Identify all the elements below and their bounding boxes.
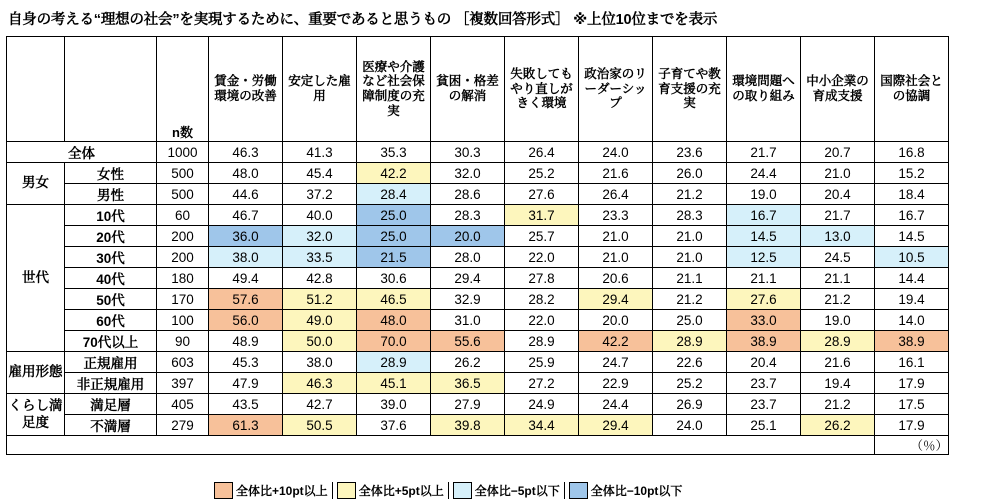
data-cell: 21.5 bbox=[357, 247, 431, 268]
data-cell: 22.9 bbox=[579, 373, 653, 394]
row-label: 男性 bbox=[65, 184, 157, 205]
data-cell: 30.6 bbox=[357, 268, 431, 289]
data-cell: 16.7 bbox=[875, 205, 949, 226]
data-cell: 16.1 bbox=[875, 352, 949, 373]
data-cell: 21.0 bbox=[801, 163, 875, 184]
data-cell: 31.0 bbox=[431, 310, 505, 331]
data-cell: 29.4 bbox=[579, 415, 653, 436]
data-cell: 25.2 bbox=[653, 373, 727, 394]
column-header: 失敗してもやり直しがきく環境 bbox=[505, 37, 579, 142]
data-cell: 34.4 bbox=[505, 415, 579, 436]
data-cell: 23.7 bbox=[727, 394, 801, 415]
data-cell: 28.9 bbox=[505, 331, 579, 352]
data-cell: 14.5 bbox=[727, 226, 801, 247]
data-cell: 36.5 bbox=[431, 373, 505, 394]
data-cell: 20.7 bbox=[801, 142, 875, 163]
data-cell: 38.0 bbox=[283, 352, 357, 373]
data-cell: 26.0 bbox=[653, 163, 727, 184]
legend-item bbox=[214, 482, 333, 499]
n-count-label: n数 bbox=[157, 37, 209, 142]
data-cell: 48.0 bbox=[209, 163, 283, 184]
legend-item bbox=[569, 482, 687, 499]
data-cell: 21.1 bbox=[653, 268, 727, 289]
legend-swatch bbox=[453, 482, 472, 499]
data-cell: 37.6 bbox=[357, 415, 431, 436]
data-cell: 48.9 bbox=[209, 331, 283, 352]
data-cell: 14.0 bbox=[875, 310, 949, 331]
data-cell: 24.9 bbox=[505, 394, 579, 415]
column-header: 賃金・労働環境の改善 bbox=[209, 37, 283, 142]
data-cell: 29.4 bbox=[431, 268, 505, 289]
data-cell: 25.9 bbox=[505, 352, 579, 373]
data-cell: 17.9 bbox=[875, 415, 949, 436]
data-cell: 61.3 bbox=[209, 415, 283, 436]
data-cell: 31.7 bbox=[505, 205, 579, 226]
data-cell: 40.0 bbox=[283, 205, 357, 226]
data-cell: 28.9 bbox=[653, 331, 727, 352]
data-cell: 27.6 bbox=[727, 289, 801, 310]
table-row bbox=[7, 394, 949, 415]
data-cell: 48.0 bbox=[357, 310, 431, 331]
data-cell: 21.0 bbox=[579, 226, 653, 247]
data-cell: 20.0 bbox=[579, 310, 653, 331]
group-label: くらし満足度 bbox=[7, 394, 65, 436]
legend-label: 全体比−10pt以下 bbox=[590, 484, 683, 498]
data-cell: 21.1 bbox=[801, 268, 875, 289]
data-cell: 21.2 bbox=[801, 394, 875, 415]
row-label: 70代以上 bbox=[65, 331, 157, 352]
data-cell: 20.0 bbox=[431, 226, 505, 247]
data-cell: 20.6 bbox=[579, 268, 653, 289]
table-row bbox=[7, 163, 949, 184]
data-cell: 28.9 bbox=[357, 352, 431, 373]
column-header: 子育てや教育支援の充実 bbox=[653, 37, 727, 142]
table-row bbox=[7, 226, 949, 247]
row-n-value: 100 bbox=[157, 310, 209, 331]
data-cell: 26.4 bbox=[505, 142, 579, 163]
data-cell: 27.6 bbox=[505, 184, 579, 205]
data-cell: 45.3 bbox=[209, 352, 283, 373]
row-label: 20代 bbox=[65, 226, 157, 247]
data-cell: 25.0 bbox=[653, 310, 727, 331]
data-cell: 25.2 bbox=[505, 163, 579, 184]
data-cell: 28.2 bbox=[505, 289, 579, 310]
data-cell: 24.4 bbox=[579, 394, 653, 415]
data-cell: 38.9 bbox=[727, 331, 801, 352]
data-cell: 70.0 bbox=[357, 331, 431, 352]
data-cell: 26.2 bbox=[801, 415, 875, 436]
data-cell: 28.0 bbox=[431, 247, 505, 268]
row-n-value: 200 bbox=[157, 247, 209, 268]
data-cell: 55.6 bbox=[431, 331, 505, 352]
data-cell: 27.9 bbox=[431, 394, 505, 415]
results-table bbox=[6, 36, 949, 455]
row-n-value: 1000 bbox=[157, 142, 209, 163]
table-row bbox=[7, 268, 949, 289]
row-n-value: 170 bbox=[157, 289, 209, 310]
data-cell: 42.8 bbox=[283, 268, 357, 289]
header-spacer bbox=[7, 37, 65, 142]
data-cell: 22.0 bbox=[505, 247, 579, 268]
column-header: 環境問題への取り組み bbox=[727, 37, 801, 142]
data-cell: 28.6 bbox=[431, 184, 505, 205]
data-cell: 24.0 bbox=[653, 415, 727, 436]
column-header: 政治家のリーダーシップ bbox=[579, 37, 653, 142]
data-cell: 21.0 bbox=[653, 247, 727, 268]
data-cell: 21.0 bbox=[653, 226, 727, 247]
data-cell: 15.2 bbox=[875, 163, 949, 184]
data-cell: 41.3 bbox=[283, 142, 357, 163]
table-header-row bbox=[7, 37, 949, 142]
data-cell: 21.2 bbox=[801, 289, 875, 310]
data-cell: 57.6 bbox=[209, 289, 283, 310]
data-cell: 20.4 bbox=[727, 352, 801, 373]
legend bbox=[214, 482, 690, 499]
row-n-value: 405 bbox=[157, 394, 209, 415]
row-label: 女性 bbox=[65, 163, 157, 184]
data-cell: 21.0 bbox=[579, 247, 653, 268]
table-row bbox=[7, 289, 949, 310]
data-cell: 50.0 bbox=[283, 331, 357, 352]
row-label: 30代 bbox=[65, 247, 157, 268]
data-cell: 24.4 bbox=[727, 163, 801, 184]
data-cell: 49.0 bbox=[283, 310, 357, 331]
data-cell: 25.1 bbox=[727, 415, 801, 436]
legend-swatch bbox=[569, 482, 588, 499]
row-label: 不満層 bbox=[65, 415, 157, 436]
data-cell: 51.2 bbox=[283, 289, 357, 310]
data-cell: 19.0 bbox=[801, 310, 875, 331]
row-n-value: 603 bbox=[157, 352, 209, 373]
data-cell: 29.4 bbox=[579, 289, 653, 310]
data-cell: 39.8 bbox=[431, 415, 505, 436]
data-cell: 46.3 bbox=[283, 373, 357, 394]
group-label: 男女 bbox=[7, 163, 65, 205]
data-cell: 44.6 bbox=[209, 184, 283, 205]
data-cell: 24.0 bbox=[579, 142, 653, 163]
data-cell: 12.5 bbox=[727, 247, 801, 268]
unit-label: （％） bbox=[875, 436, 949, 455]
data-cell: 47.9 bbox=[209, 373, 283, 394]
data-cell: 42.2 bbox=[357, 163, 431, 184]
table-row bbox=[7, 415, 949, 436]
data-cell: 26.2 bbox=[431, 352, 505, 373]
column-header: 国際社会との協調 bbox=[875, 37, 949, 142]
row-label: 正規雇用 bbox=[65, 352, 157, 373]
row-n-value: 180 bbox=[157, 268, 209, 289]
unit-spacer bbox=[7, 436, 875, 455]
data-cell: 16.8 bbox=[875, 142, 949, 163]
data-cell: 43.5 bbox=[209, 394, 283, 415]
column-header: 安定した雇用 bbox=[283, 37, 357, 142]
row-n-value: 397 bbox=[157, 373, 209, 394]
data-cell: 33.5 bbox=[283, 247, 357, 268]
table-row bbox=[7, 184, 949, 205]
data-cell: 26.4 bbox=[579, 184, 653, 205]
data-cell: 42.2 bbox=[579, 331, 653, 352]
data-cell: 28.3 bbox=[653, 205, 727, 226]
data-cell: 45.4 bbox=[283, 163, 357, 184]
legend-item bbox=[337, 482, 449, 499]
data-cell: 50.5 bbox=[283, 415, 357, 436]
data-cell: 23.3 bbox=[579, 205, 653, 226]
data-cell: 33.0 bbox=[727, 310, 801, 331]
data-cell: 28.9 bbox=[801, 331, 875, 352]
group-label: 世代 bbox=[7, 205, 65, 352]
data-cell: 14.4 bbox=[875, 268, 949, 289]
data-cell: 46.5 bbox=[357, 289, 431, 310]
column-header: 中小企業の育成支援 bbox=[801, 37, 875, 142]
data-cell: 46.7 bbox=[209, 205, 283, 226]
data-cell: 28.3 bbox=[431, 205, 505, 226]
data-cell: 49.4 bbox=[209, 268, 283, 289]
data-cell: 23.6 bbox=[653, 142, 727, 163]
header-spacer bbox=[65, 37, 157, 142]
table-row bbox=[7, 352, 949, 373]
table-row bbox=[7, 205, 949, 226]
data-cell: 38.0 bbox=[209, 247, 283, 268]
legend-swatch bbox=[214, 482, 233, 499]
row-label: 満足層 bbox=[65, 394, 157, 415]
data-cell: 22.6 bbox=[653, 352, 727, 373]
data-cell: 27.2 bbox=[505, 373, 579, 394]
row-label: 10代 bbox=[65, 205, 157, 226]
row-n-value: 90 bbox=[157, 331, 209, 352]
data-cell: 27.8 bbox=[505, 268, 579, 289]
row-n-value: 60 bbox=[157, 205, 209, 226]
data-cell: 18.4 bbox=[875, 184, 949, 205]
data-cell: 24.7 bbox=[579, 352, 653, 373]
table-body bbox=[7, 37, 949, 455]
data-cell: 21.7 bbox=[801, 205, 875, 226]
legend-label: 全体比−5pt以下 bbox=[475, 482, 565, 499]
data-cell: 23.7 bbox=[727, 373, 801, 394]
data-cell: 32.0 bbox=[431, 163, 505, 184]
data-cell: 42.7 bbox=[283, 394, 357, 415]
data-cell: 10.5 bbox=[875, 247, 949, 268]
data-cell: 37.2 bbox=[283, 184, 357, 205]
data-cell: 25.7 bbox=[505, 226, 579, 247]
row-n-value: 200 bbox=[157, 226, 209, 247]
row-label: 50代 bbox=[65, 289, 157, 310]
legend-item bbox=[453, 482, 565, 499]
row-n-value: 500 bbox=[157, 163, 209, 184]
legend-swatch bbox=[337, 482, 356, 499]
data-cell: 21.2 bbox=[653, 184, 727, 205]
table-row bbox=[7, 310, 949, 331]
data-cell: 19.4 bbox=[875, 289, 949, 310]
table-row bbox=[7, 142, 949, 163]
data-cell: 36.0 bbox=[209, 226, 283, 247]
legend-label: 全体比+10pt以上 bbox=[236, 482, 333, 499]
data-cell: 21.7 bbox=[727, 142, 801, 163]
data-cell: 35.3 bbox=[357, 142, 431, 163]
data-cell: 56.0 bbox=[209, 310, 283, 331]
data-cell: 45.1 bbox=[357, 373, 431, 394]
row-label: 40代 bbox=[65, 268, 157, 289]
data-cell: 21.6 bbox=[801, 352, 875, 373]
table-row bbox=[7, 373, 949, 394]
data-cell: 30.3 bbox=[431, 142, 505, 163]
data-cell: 46.3 bbox=[209, 142, 283, 163]
row-label: 全体 bbox=[7, 142, 157, 163]
data-cell: 16.7 bbox=[727, 205, 801, 226]
table-row bbox=[7, 331, 949, 352]
legend-label: 全体比+5pt以上 bbox=[359, 482, 449, 499]
data-cell: 17.9 bbox=[875, 373, 949, 394]
data-cell: 21.2 bbox=[653, 289, 727, 310]
data-cell: 25.0 bbox=[357, 205, 431, 226]
data-cell: 25.0 bbox=[357, 226, 431, 247]
data-cell: 24.5 bbox=[801, 247, 875, 268]
row-label: 60代 bbox=[65, 310, 157, 331]
group-label: 雇用形態 bbox=[7, 352, 65, 394]
table-row bbox=[7, 247, 949, 268]
data-cell: 14.5 bbox=[875, 226, 949, 247]
data-cell: 13.0 bbox=[801, 226, 875, 247]
data-cell: 19.4 bbox=[801, 373, 875, 394]
data-cell: 21.6 bbox=[579, 163, 653, 184]
row-label: 非正規雇用 bbox=[65, 373, 157, 394]
unit-row bbox=[7, 436, 949, 455]
data-cell: 28.4 bbox=[357, 184, 431, 205]
data-cell: 38.9 bbox=[875, 331, 949, 352]
data-cell: 32.9 bbox=[431, 289, 505, 310]
data-cell: 20.4 bbox=[801, 184, 875, 205]
data-cell: 21.1 bbox=[727, 268, 801, 289]
column-header: 医療や介護など社会保障制度の充実 bbox=[357, 37, 431, 142]
data-cell: 19.0 bbox=[727, 184, 801, 205]
data-cell: 39.0 bbox=[357, 394, 431, 415]
data-cell: 22.0 bbox=[505, 310, 579, 331]
row-n-value: 279 bbox=[157, 415, 209, 436]
data-cell: 26.9 bbox=[653, 394, 727, 415]
data-cell: 32.0 bbox=[283, 226, 357, 247]
data-cell: 17.5 bbox=[875, 394, 949, 415]
row-n-value: 500 bbox=[157, 184, 209, 205]
column-header: 貧困・格差の解消 bbox=[431, 37, 505, 142]
page-title: 自身の考える“理想の社会”を実現するために、重要であると思うもの ［複数回答形式］ ※上位10位までを表示 bbox=[8, 12, 718, 28]
